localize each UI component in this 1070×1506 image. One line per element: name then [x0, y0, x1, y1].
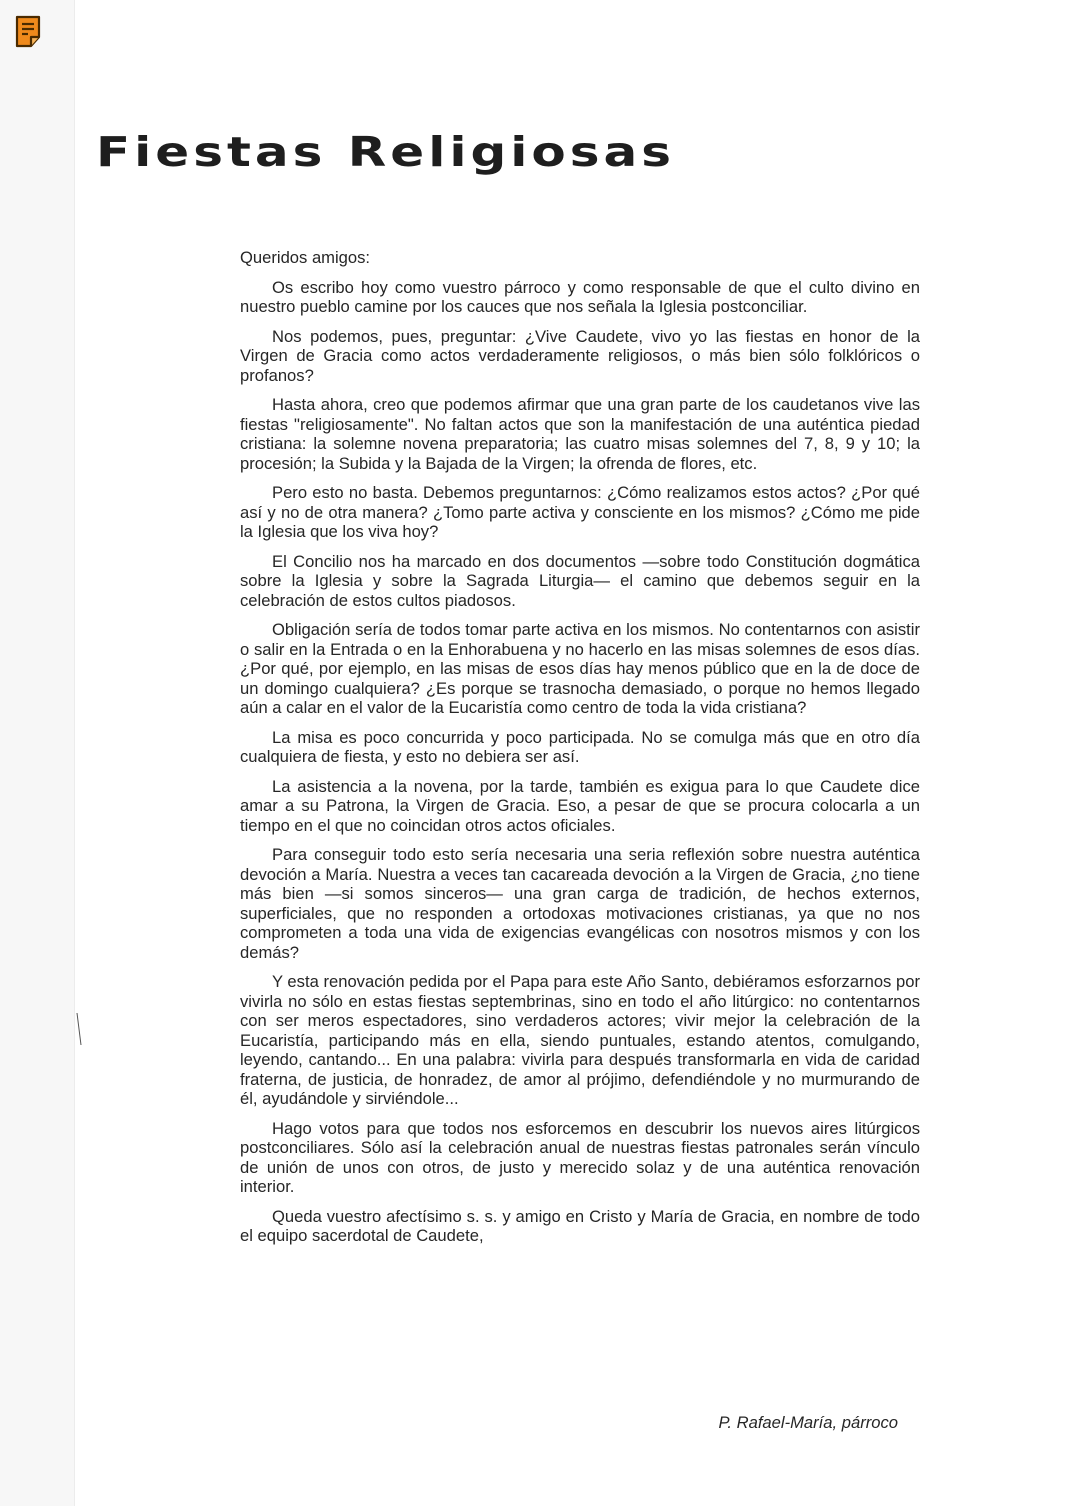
paragraph-2: Nos podemos, pues, preguntar: ¿Vive Caudete, vivo yo las fiestas en honor de la Virgen de Gracia como actos verdaderamente religiosos, o más bien sólo folklóricos o profanos? [240, 326, 920, 385]
letter-body [240, 248, 920, 1256]
paragraph-10: Y esta renovación pedida por el Papa para este Año Santo, debiéramos esforzarnos por vivirla no sólo en estas fiestas septembrinas, sino en todo el año litúrgico: no contentarnos con ser meros espectadores, sino verdaderos actores; vivir mejor la celebración de la Eucaristía, participando más en ella, siendo puntuales, estando atentos, comulgando, leyendo, cantando... En una palabra: vivirla para después transformarla en vida de caridad fraterna, de justicia, de honradez, de amor al prójimo, defendiéndole y no murmurando de él, ayudándole y sirviéndole... [240, 972, 920, 1108]
paragraph-6: Obligación sería de todos tomar parte activa en los mismos. No contentarnos con asistir o salir en la Entrada o en la Enhorabuena y no hacerlo en las misas solemnes de esos días. ¿Por qué, por ejemplo, en las misas de esos días hay menos público que en la de doce de un domingo cualquiera? ¿Es porque se trasnocha demasiado, o porque no hemos llegado aún a calar en el valor de la Eucaristía como centro de toda la vida cristiana? [240, 620, 920, 717]
paragraph-1: Os escribo hoy como vuestro párroco y como responsable de que el culto divino en nuestro pueblo camine por los cauces que nos señala la Iglesia postconciliar. [240, 277, 920, 316]
signature: P. Rafael-María, párroco [718, 1413, 898, 1432]
greeting: Queridos amigos: [240, 248, 371, 267]
page-title: Fiestas Religiosas [96, 128, 676, 177]
paragraph-7: La misa es poco concurrida y poco participada. No se comulga más que en otro día cualquiera de fiesta, y esto no debiera ser así. [240, 727, 920, 766]
paragraph-5: El Concilio nos ha marcado en dos documentos —sobre todo Constitución dogmática sobre la Iglesia y sobre la Sagrada Liturgia— el camino que debemos seguir en la celebración de estos cultos piadosos. [240, 551, 920, 610]
paragraph-9: Para conseguir todo esto sería necesaria una seria reflexión sobre nuestra auténtica devoción a María. Nuestra a veces tan cacareada devoción a la Virgen de Gracia, ¿no tiene más bien —si somos sinceros— una gran carga de tradición, de hechos externos, superficiales, que no responden a ortodoxas motivaciones cristianas, ya que no nos comprometen a toda una vida de exigencias evangélicas con nosotros mismos y con los demás? [240, 845, 920, 962]
paragraph-3: Hasta ahora, creo que podemos afirmar que una gran parte de los caudetanos vive las fiestas "religiosamente". No faltan actos que son la manifestación de una auténtica piedad cristiana: la solemne novena preparatoria; las cuatro misas solemnes del 7, 8, 9 y 10; la procesión; la Subida y la Bajada de la Virgen; la ofrenda de flores, etc. [240, 395, 920, 473]
paragraph-11: Hago votos para que todos nos esforcemos en descubrir los nuevos aires litúrgicos postconciliares. Sólo así la celebración anual de nuestras fiestas patronales serán vínculo de unión de unos con otros, de justo y merecido solaz y de una auténtica renovación interior. [240, 1118, 920, 1196]
page-edge [74, 0, 75, 1506]
scan-artifact [76, 1012, 82, 1046]
paragraph-12: Queda vuestro afectísimo s. s. y amigo en Cristo y María de Gracia, en nombre de todo el equipo sacerdotal de Caudete, [240, 1206, 920, 1245]
document-icon[interactable] [14, 15, 42, 49]
left-margin-strip [0, 0, 74, 1506]
paragraph-4: Pero esto no basta. Debemos preguntarnos: ¿Cómo realizamos estos actos? ¿Por qué así y no de otra manera? ¿Tomo parte activa y consciente en los mismos? ¿Cómo me pide la Iglesia que los viva hoy? [240, 483, 920, 541]
paragraph-8: La asistencia a la novena, por la tarde, también es exigua para lo que Caudete dice amar a su Patrona, la Virgen de Gracia. Eso, a pesar de que se procura colocarla a un tiempo en el que no coincidan otros actos oficiales. [240, 776, 920, 835]
